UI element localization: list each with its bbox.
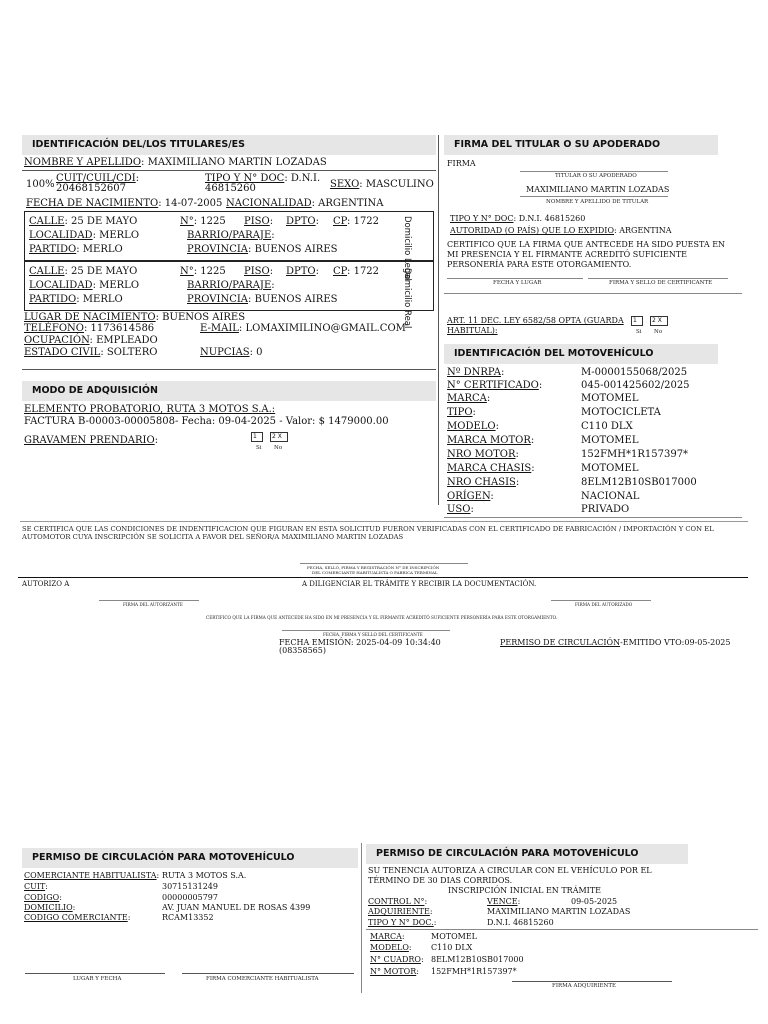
adquiriente-value: MAXIMILIANO MARTIN LOZADAS [487, 907, 631, 916]
moto-row-value: 045-001425602/2025 [581, 380, 690, 391]
permiso-der-row-label: N° MOTOR: [370, 967, 419, 976]
firma-nombre: MAXIMILIANO MARTIN LOZADAS [526, 185, 670, 194]
divider [22, 369, 436, 370]
firma-titular-header: FIRMA DEL TITULAR O SU APODERADO [444, 135, 718, 155]
firma-sello-line [588, 278, 728, 279]
moto-row-value: MOTOMEL [581, 463, 639, 474]
firma-comerciante-line [182, 973, 354, 974]
lugar-nacimiento: LUGAR DE NACIMIENTO: BUENOS AIRES [24, 312, 246, 323]
moto-row-value: MOTOMEL [581, 393, 639, 404]
permiso-der-row-value: 152FMH*1R157397* [431, 967, 517, 976]
permiso-izq-row-label: CODIGO: [24, 893, 62, 902]
permiso-circulacion-vto: PERMISO DE CIRCULACIÓN-EMITIDO VTO:09-05-2025 [500, 638, 731, 647]
guarda-si-checkbox[interactable]: 1 [631, 316, 643, 326]
nacionalidad: NACIONALIDAD: ARGENTINA [226, 198, 384, 209]
tipo-doc-value: D.N.I. 46815260 [487, 918, 554, 927]
firma-autorizante-caption: FIRMA DEL AUTORIZANTE [123, 602, 183, 607]
moto-row-label: TIPO: [447, 407, 476, 418]
gravamen-no-label: No [274, 445, 283, 451]
telefono: TELÉFONO: 1173614586 [24, 323, 155, 334]
modo-adquisicion-header: MODO DE ADQUISICIÓN [22, 381, 436, 401]
email: E-MAIL: LOMAXIMILINO@GMAIL.COM [200, 323, 406, 334]
elemento-probatorio: ELEMENTO PROBATORIO, RUTA 3 MOTOS S.A.: [24, 404, 276, 415]
legal-provincia: PROVINCIA: BUENOS AIRES [187, 244, 338, 255]
fecha-nacimiento: FECHA DE NACIMIENTO: 14-07-2005 [26, 198, 223, 209]
titulares-header: IDENTIFICACIÓN DEL/LOS TITULARES/ES [22, 135, 436, 155]
permiso-izq-row-label: CODIGO COMERCIANTE: [24, 913, 131, 922]
moto-row-label: NRO MOTOR: [447, 449, 519, 460]
moto-row-value: MOTOCICLETA [581, 407, 661, 418]
permiso-izq-row-value: 00000005797 [162, 893, 218, 902]
guarda-no-checkbox[interactable]: 2 X [650, 316, 668, 326]
legal-cp: CP: 1722 [333, 216, 380, 227]
permiso-der-row-label: MARCA: [370, 932, 405, 941]
nombre-value: : MAXIMILIANO MARTIN LOZADAS [141, 157, 327, 168]
fecha-emision-code: (08358565) [279, 646, 326, 655]
lugar-fecha-caption: LUGAR Y FECHA [73, 976, 122, 982]
permiso-izq-row-value: RUTA 3 MOTOS S.A. [162, 871, 247, 880]
titular-caption: TITULAR O SU APODERADO [555, 173, 637, 179]
permiso-der-row-label: N° CUADRO: [370, 955, 424, 964]
permiso-izq-row-label: COMERCIANTE HABITUALISTA: [24, 871, 160, 880]
fecha-lugar-line [447, 278, 583, 279]
art-11-text: ART. 11 DEC. LEY 6582/58 OPTA (GUARDA HABITUAL): [447, 316, 624, 335]
legal-numero: N°: 1225 [180, 216, 226, 227]
real-piso: PISO: [244, 266, 274, 277]
gravamen-si-label: Si [256, 445, 262, 451]
domicilio-real-side-label: Domicilio Real [402, 268, 412, 329]
legal-partido: PARTIDO: MERLO [29, 244, 123, 255]
moto-row-label: Nº DNRPA: [447, 367, 505, 378]
nombre-line [520, 196, 668, 197]
vence-value: 09-05-2025 [571, 897, 618, 906]
firma-sello-caption: FIRMA Y SELLO DE CERTIFICANTE [609, 280, 713, 286]
permiso-izq-row-value: RCAM13352 [162, 913, 214, 922]
moto-row-label: MARCA: [447, 393, 491, 404]
moto-row-label: MARCA MOTOR: [447, 435, 535, 446]
fecha-emision: FECHA EMISIÓN: 2025-04-09 10:34:40 [279, 638, 441, 647]
factura: FACTURA B-00003-00005808- Fecha: 09-04-2025 - Valor: $ 1479000.00 [24, 416, 389, 427]
gravamen-no-checkbox[interactable]: 2 X [270, 432, 288, 442]
firma-line [520, 171, 668, 172]
autorizo-label: AUTORIZO A [22, 580, 70, 588]
inscripcion-inicial: INSCRIPCIÓN INICIAL EN TRÁMITE [448, 886, 601, 895]
gravamen-si-checkbox[interactable]: 1 [251, 432, 263, 442]
permiso-der-row-value: MOTOMEL [431, 932, 477, 941]
legal-dpto: DPTO: [286, 216, 319, 227]
real-dpto: DPTO: [286, 266, 319, 277]
permiso-izq-row-value: 30715131249 [162, 882, 218, 891]
cuit-value: 20468152607 [56, 183, 126, 194]
permiso-der-row-value: C110 DLX [431, 943, 473, 952]
percent: 100% [26, 179, 55, 190]
legal-calle: CALLE: 25 DE MAYO [29, 216, 138, 227]
legal-barrio: BARRIO/PARAJE: [187, 230, 275, 241]
divider [22, 170, 436, 171]
real-provincia: PROVINCIA: BUENOS AIRES [187, 294, 338, 305]
tipo-doc-label: TIPO Y N° DOC: D.N.I. [205, 173, 321, 184]
lugar-fecha-line [25, 973, 165, 974]
motovehiculo-header: IDENTIFICACIÓN DEL MOTOVEHÍCULO [444, 344, 718, 364]
moto-row-label: MARCA CHASIS: [447, 463, 535, 474]
moto-row-label: NRO CHASIS: [447, 477, 520, 488]
permiso-divider [361, 843, 362, 993]
permiso-der-row-label: MODELO: [370, 943, 412, 952]
real-localidad: LOCALIDAD: MERLO [29, 280, 140, 291]
fecha-lugar-caption: FECHA Y LUGAR [493, 280, 542, 286]
permiso-der-row-value: 8ELM12B10SB017000 [431, 955, 524, 964]
domicilio-legal-side-label: Domicilio Legal [402, 216, 412, 281]
adquiriente-label: ADQUIRIENTE: [368, 907, 433, 916]
firma-autorizado-caption: FIRMA DEL AUTORIZADO [575, 602, 633, 607]
permiso-izq-row-label: CUIT: [24, 882, 48, 891]
real-partido: PARTIDO: MERLO [29, 294, 123, 305]
moto-row-value: M-0000155068/2025 [581, 367, 688, 378]
real-calle: CALLE: 25 DE MAYO [29, 266, 138, 277]
firma-adquiriente-caption: FIRMA ADQUIRIENTE [552, 983, 617, 989]
divider [20, 521, 748, 522]
certificacion-text: SE CERTIFICA QUE LAS CONDICIONES DE INDENTIFICACION QUE FIGURAN EN ESTA SOLICITUD FUERON VERIFICADAS CON EL CERTIFICADO DE FABRICACIÓN / IMPORTACIÓN Y CON EL AUTOMOTOR CUYA INSCRIPCIÓN SE SOLICITA A FAVOR DEL SEÑOR/A MAXIMILIANO MARTIN LOZADAS [22, 525, 714, 541]
guarda-si-label: Si [636, 329, 642, 335]
autorizo-text: A DILIGENCIAR EL TRÁMITE Y RECIBIR LA DOCUMENTACIÓN. [302, 580, 537, 588]
nupcias: NUPCIAS: 0 [200, 347, 263, 358]
permiso-izq-header: PERMISO DE CIRCULACIÓN PARA MOTOVEHÍCULO [22, 848, 358, 868]
divider [366, 929, 758, 930]
certificacion-firma-caption-1: FECHA, SELLO, FIRMA Y REGISTRACIÓN N° DE INSCRIPCIÓN [307, 565, 440, 570]
tipo-doc-label: TIPO Y N° DOC.: [368, 918, 437, 927]
control-label: CONTROL N°: [368, 897, 428, 906]
legal-piso: PISO: [244, 216, 274, 227]
legal-localidad: LOCALIDAD: MERLO [29, 230, 140, 241]
real-barrio: BARRIO/PARAJE: [187, 280, 275, 291]
nombre-caption: NOMBRE Y APELLIDO DE TITULAR [546, 199, 649, 205]
firma-adquiriente-line [512, 981, 672, 982]
vence-label: VENCE: [487, 897, 521, 906]
certifico-small-text: CERTIFICO QUE LA FIRMA QUE ANTECEDE HA SIDO EN MI PRESENCIA Y EL FIRMANTE ACREDITÓ SUFICIENTE PERSONERÍA PARA ESTE OTORGAMIENTO. [206, 615, 558, 620]
firma-certifico: CERTIFICO QUE LA FIRMA QUE ANTECEDE HA SIDO PUESTA EN MI PRESENCIA Y EL FIRMANTE ACREDITÓ SUFICIENTE PERSONERÍA PARA ESTE OTORGAMIENTO. [447, 240, 726, 269]
moto-row-label: USO: [447, 504, 474, 515]
tipo-doc-number: 46815260 [205, 183, 256, 194]
firma-comerciante-caption: FIRMA COMERCIANTE HABITUALISTA [206, 976, 319, 982]
autorizo-top-line [18, 577, 748, 578]
nombre-row [24, 157, 327, 169]
moto-row-label: N° CERTIFICADO: [447, 380, 543, 391]
moto-row-value: NACIONAL [581, 491, 640, 502]
permiso-der-header: PERMISO DE CIRCULACIÓN PARA MOTOVEHÍCULO [366, 844, 688, 864]
estado-civil: ESTADO CIVIL: SOLTERO [24, 347, 158, 358]
certificacion-firma-caption-2: DEL COMERCIANTE HABITUALISTA O FABRICA TERMINAL [312, 570, 438, 575]
vertical-divider [438, 135, 439, 505]
permiso-izq-row-value: AV. JUAN MANUEL DE ROSAS 4399 [162, 903, 311, 912]
real-cp: CP: 1722 [333, 266, 380, 277]
permiso-izq-row-label: DOMICILIO: [24, 903, 76, 912]
real-numero: N°: 1225 [180, 266, 226, 277]
nombre-label: NOMBRE Y APELLIDO [24, 157, 142, 168]
guarda-no-label: No [654, 329, 663, 335]
divider [444, 293, 742, 294]
moto-row-value: C110 DLX [581, 421, 633, 432]
sexo: SEXO: MASCULINO [330, 179, 434, 190]
fecha-firma-caption: FECHA, FIRMA Y SELLO DEL CERTIFICANTE [323, 632, 423, 637]
moto-row-label: ORÍGEN: [447, 491, 494, 502]
moto-row-value: PRIVADO [581, 504, 630, 515]
cuit-label: CUIT/CUIL/CDI: [56, 173, 140, 184]
ocupacion: OCUPACIÓN: EMPLEADO [24, 335, 158, 346]
moto-row-value: 152FMH*1R157397* [581, 449, 689, 460]
gravamen-prendario: GRAVAMEN PRENDARIO: [24, 435, 159, 446]
moto-row-label: MODELO: [447, 421, 499, 432]
firma-tipo-doc: TIPO Y N° DOC: D.N.I. 46815260 [450, 214, 586, 223]
divider [444, 517, 742, 518]
moto-row-value: 8ELM12B10SB017000 [581, 477, 697, 488]
moto-row-value: MOTOMEL [581, 435, 639, 446]
permiso-der-intro: SU TENENCIA AUTORIZA A CIRCULAR CON EL VEHÍCULO POR EL TÉRMINO DE 30 DIAS CORRIDOS. [368, 866, 652, 885]
firma-label: FIRMA [447, 159, 476, 168]
firma-autoridad: AUTORIDAD (O PAÍS) QUE LO EXPIDIO: ARGENTINA [450, 226, 672, 235]
